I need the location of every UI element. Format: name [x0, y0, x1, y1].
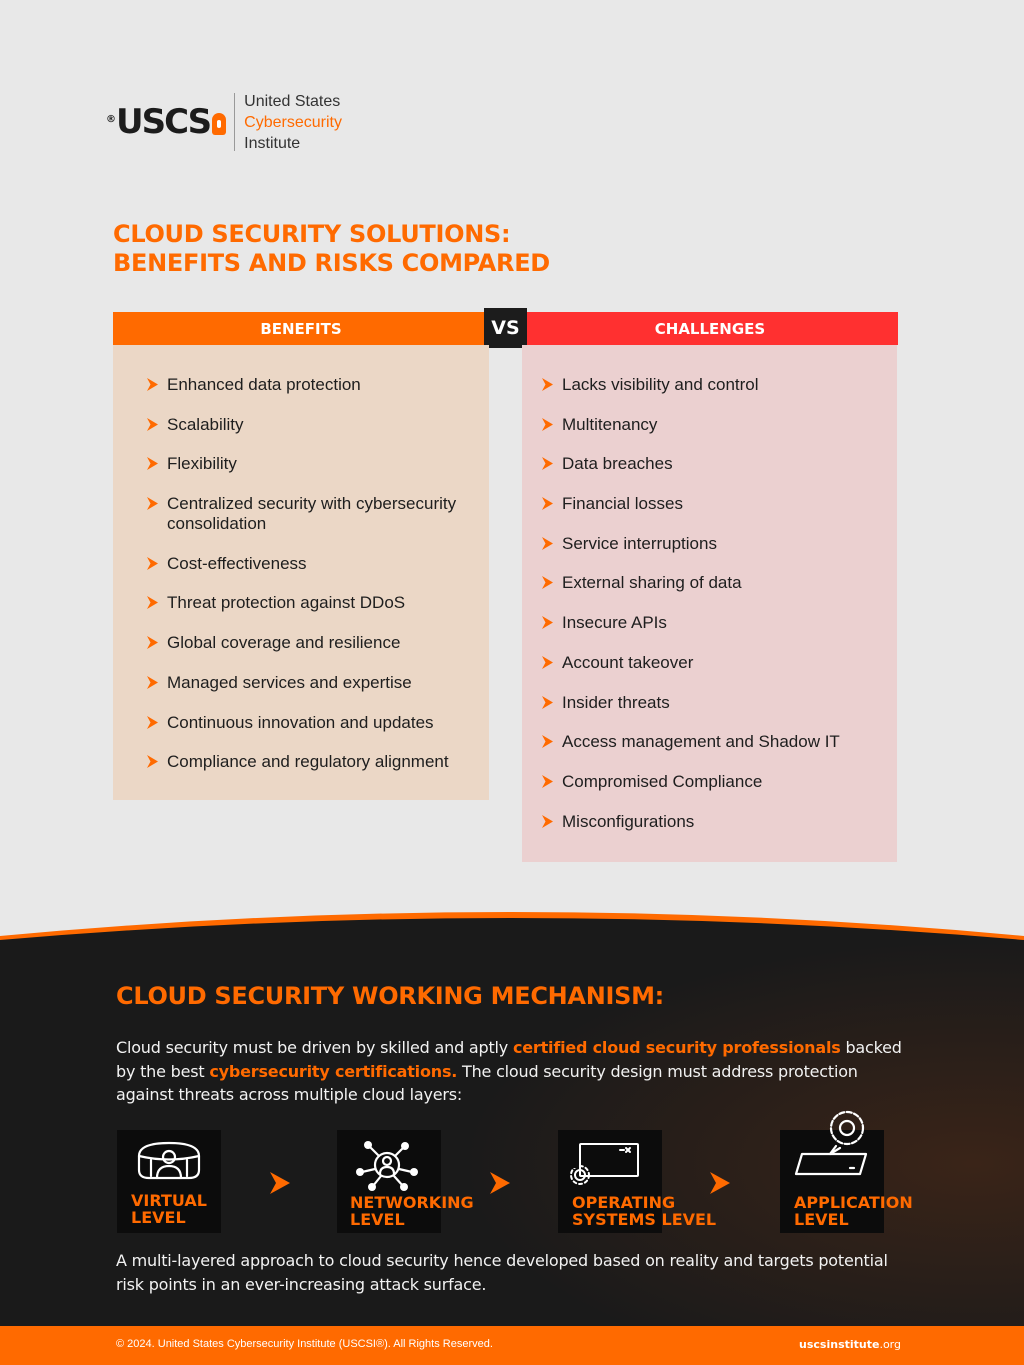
- benefit-item: [146, 375, 486, 395]
- registered-mark: ®: [106, 114, 116, 125]
- page-title: [113, 220, 550, 278]
- challenges-list: [541, 375, 891, 851]
- bullet-arrow-icon: [542, 815, 553, 828]
- challenge-item: [541, 454, 891, 474]
- application-level-line-1: APPLICATION: [794, 1193, 913, 1212]
- vs-badge: VS: [484, 308, 527, 348]
- challenge-item: [541, 732, 891, 752]
- benefit-item: [146, 494, 486, 534]
- benefit-item: [146, 752, 486, 772]
- benefit-item-label: Centralized security with cybersecurity consolidation: [167, 494, 457, 534]
- benefits-header: BENEFITS: [113, 312, 489, 345]
- challenge-item: [541, 415, 891, 435]
- page-title-line-2: BENEFITS AND RISKS COMPARED: [113, 249, 550, 277]
- operating-systems-level-label: [572, 1194, 716, 1228]
- challenge-item-label: Misconfigurations: [562, 811, 695, 831]
- benefit-item: [146, 454, 486, 474]
- logo-divider: [234, 93, 235, 151]
- logo-mark: [106, 102, 226, 142]
- bullet-arrow-icon: [147, 676, 158, 689]
- bullet-arrow-icon: [147, 497, 158, 510]
- benefit-item: [146, 593, 486, 613]
- chevron-right-icon: [490, 1172, 510, 1194]
- networking-level-line-2: LEVEL: [350, 1210, 405, 1229]
- challenge-item: [541, 534, 891, 554]
- footer-website-link[interactable]: [799, 1338, 901, 1351]
- page-title-line-1: CLOUD SECURITY SOLUTIONS:: [113, 220, 511, 248]
- bullet-arrow-icon: [147, 755, 158, 768]
- challenge-item-label: Data breaches: [562, 454, 673, 474]
- operating-systems-level-line-1: OPERATING: [572, 1193, 676, 1212]
- benefit-item-label: Threat protection against DDoS: [167, 593, 406, 613]
- logo-wordmark: USCS: [116, 102, 211, 142]
- bullet-arrow-icon: [542, 418, 553, 431]
- body-text-2: backed by the best: [116, 1038, 902, 1081]
- chevron-right-icon: [270, 1172, 290, 1194]
- uscsi-logo: [106, 92, 342, 152]
- footer-copyright: © 2024. United States Cybersecurity Institute (USCSI®). All Rights Reserved.: [116, 1338, 493, 1350]
- window-gear-icon: [558, 1130, 662, 1200]
- keyhole-lock-icon: [212, 113, 226, 135]
- benefit-item-label: Managed services and expertise: [167, 672, 412, 692]
- network-nodes-user-icon: [337, 1130, 441, 1200]
- benefit-item-label: Continuous innovation and updates: [167, 712, 434, 732]
- logo-line-1: United States: [244, 92, 341, 110]
- body-text-1: Cloud security must be driven by skilled and aptly: [116, 1038, 513, 1057]
- bullet-arrow-icon: [147, 557, 158, 570]
- challenge-item: [541, 693, 891, 713]
- benefits-list: [146, 375, 486, 792]
- application-level-label: [794, 1194, 913, 1228]
- bullet-arrow-icon: [542, 497, 553, 510]
- bullet-arrow-icon: [147, 457, 158, 470]
- challenge-item: [541, 653, 891, 673]
- bullet-arrow-icon: [147, 636, 158, 649]
- challenge-item: [541, 494, 891, 514]
- challenge-item-label: Insider threats: [562, 692, 670, 712]
- benefit-item-label: Global coverage and resilience: [167, 633, 401, 653]
- operating-systems-level-line-2: SYSTEMS LEVEL: [572, 1210, 717, 1229]
- benefit-item-label: Compliance and regulatory alignment: [167, 752, 449, 772]
- application-level-line-2: LEVEL: [794, 1210, 849, 1229]
- bullet-arrow-icon: [147, 378, 158, 391]
- challenge-item-label: External sharing of data: [562, 573, 742, 593]
- challenge-item-label: Service interruptions: [562, 533, 717, 553]
- networking-level-label: [350, 1194, 474, 1228]
- benefit-item-label: Scalability: [167, 414, 244, 434]
- bullet-arrow-icon: [542, 656, 553, 669]
- footer-url-tld: .org: [879, 1338, 901, 1351]
- bullet-arrow-icon: [147, 716, 158, 729]
- challenges-header: CHALLENGES: [522, 312, 898, 345]
- chevron-right-icon: [710, 1172, 730, 1194]
- bullet-arrow-icon: [542, 537, 553, 550]
- challenge-item: [541, 375, 891, 395]
- challenge-item-label: Lacks visibility and control: [562, 375, 759, 394]
- benefit-item: [146, 633, 486, 653]
- cybersecurity-certifications-link[interactable]: cybersecurity certifications.: [209, 1061, 458, 1081]
- challenge-item: [541, 573, 891, 593]
- challenge-item-label: Compromised Compliance: [562, 771, 763, 791]
- challenge-item-label: Access management and Shadow IT: [562, 732, 840, 752]
- benefit-item-label: Enhanced data protection: [167, 375, 361, 394]
- benefit-item-label: Flexibility: [167, 454, 237, 474]
- vr-headset-user-icon: [117, 1130, 221, 1200]
- benefit-item: [146, 713, 486, 733]
- bullet-arrow-icon: [542, 735, 553, 748]
- logo-text: [244, 91, 342, 154]
- challenge-item: [541, 772, 891, 792]
- footer: [0, 1326, 1024, 1365]
- logo-line-3: Institute: [244, 134, 301, 152]
- benefit-item: [146, 415, 486, 435]
- virtual-level-label: [131, 1192, 207, 1226]
- footer-url-domain: uscsinstitute: [799, 1338, 880, 1351]
- bullet-arrow-icon: [542, 576, 553, 589]
- bullet-arrow-icon: [542, 378, 553, 391]
- bullet-arrow-icon: [542, 457, 553, 470]
- mechanism-title: CLOUD SECURITY WORKING MECHANISM:: [116, 982, 664, 1010]
- benefit-item: [146, 673, 486, 693]
- benefit-item: [146, 554, 486, 574]
- benefit-item-label: Cost-effectiveness: [167, 553, 307, 573]
- certified-professionals-link[interactable]: certified cloud security professionals: [512, 1038, 841, 1057]
- mechanism-body: [116, 1036, 906, 1107]
- tablet-gear-bubble-icon: [780, 1108, 884, 1178]
- closing-paragraph: A multi-layered approach to cloud security hence developed based on reality and targets potential risk points in an ever-increasing attack surface.: [116, 1251, 888, 1294]
- body-text-3: The cloud security design must address protection against threats across multiple cloud layers:: [116, 1061, 858, 1104]
- virtual-level-line-1: VIRTUAL: [131, 1191, 207, 1210]
- logo-line-2: Cybersecurity: [244, 113, 342, 131]
- challenge-item-label: Financial losses: [562, 494, 683, 514]
- challenge-item-label: Account takeover: [562, 652, 694, 672]
- challenge-item-label: Multitenancy: [562, 414, 658, 434]
- bullet-arrow-icon: [542, 775, 553, 788]
- challenge-item-label: Insecure APIs: [562, 613, 667, 633]
- bullet-arrow-icon: [542, 616, 553, 629]
- networking-level-line-1: NETWORKING: [350, 1193, 474, 1212]
- challenge-item: [541, 613, 891, 633]
- bullet-arrow-icon: [147, 418, 158, 431]
- challenge-item: [541, 812, 891, 832]
- bullet-arrow-icon: [147, 596, 158, 609]
- bullet-arrow-icon: [542, 696, 553, 709]
- virtual-level-line-2: LEVEL: [131, 1208, 186, 1227]
